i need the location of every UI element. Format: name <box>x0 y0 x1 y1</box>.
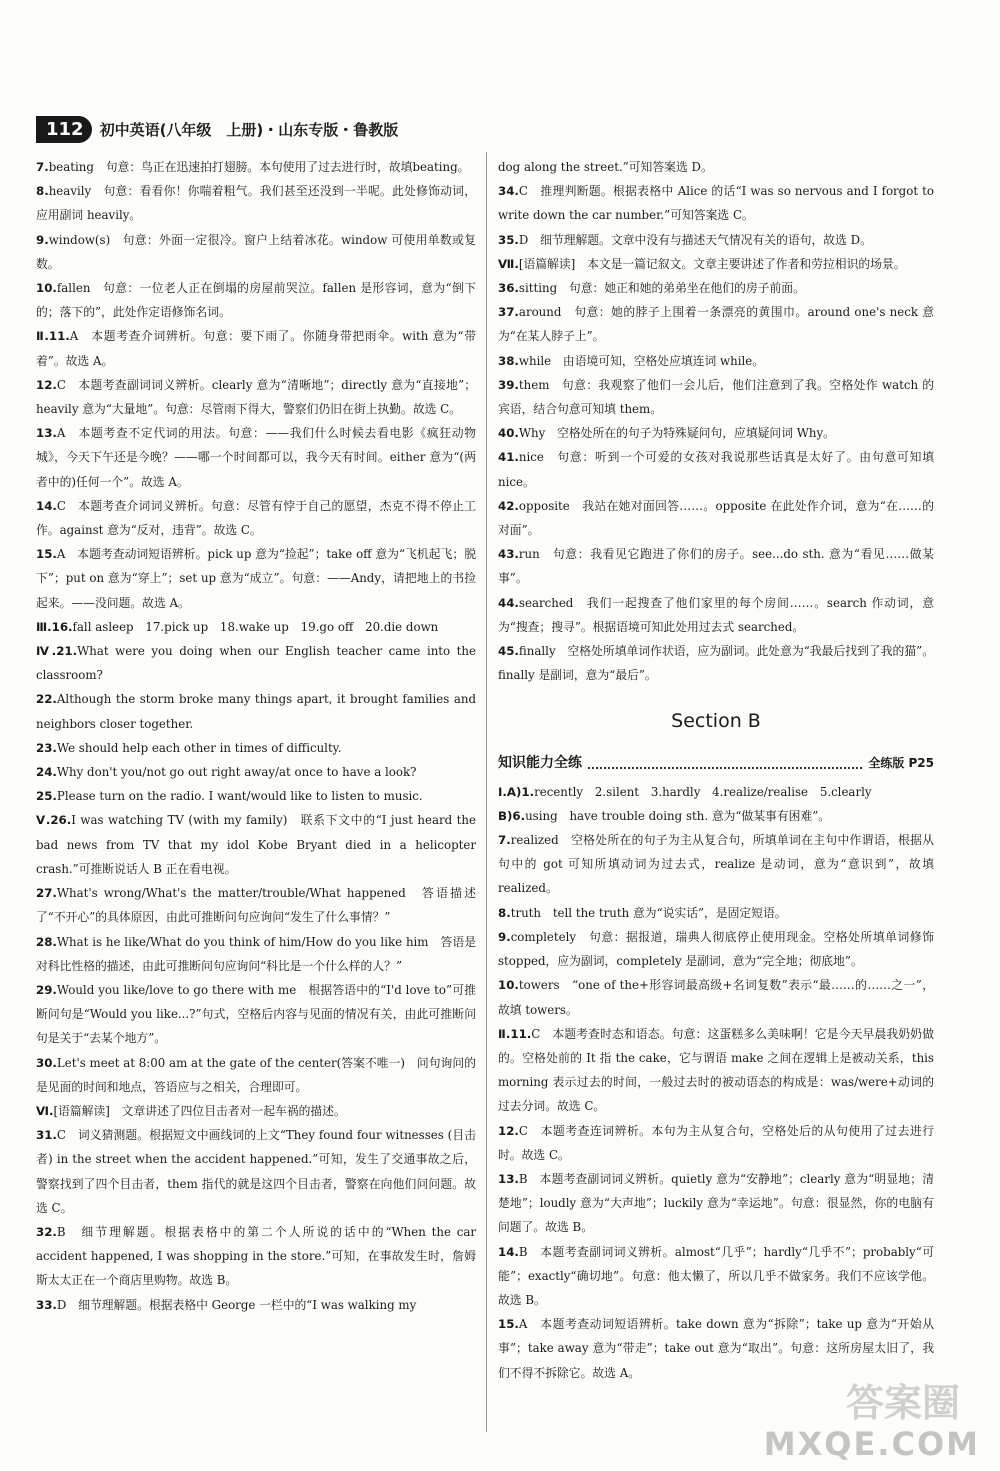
answer-text: searched 我们一起搜查了他们家里的每个房间……。search 作动词，意为“搜查；搜寻”。根据语境可知此处用过去式 searched。 <box>498 595 934 634</box>
answer-item <box>36 760 476 784</box>
answer-number: 30. <box>36 1055 57 1070</box>
answer-text: B 本题考查副词词义辨析。quietly 意为“安静地”；clearly 意为“明显地；清楚地”；loudly 意为“大声地”；luckily 意为“幸运地”。句意：很显然，你的电脑有问题了。故选 B。 <box>498 1171 934 1235</box>
answer-number: 23. <box>36 740 57 755</box>
answer-number: 44. <box>498 595 519 610</box>
answer-number: 12. <box>36 377 57 392</box>
answer-item <box>36 736 476 760</box>
answer-number: 25. <box>36 789 57 804</box>
answer-item <box>36 1099 476 1123</box>
answer-number: 22. <box>36 692 57 707</box>
answer-text: B 本题考查副词词义辨析。almost“几乎”；hardly“几乎不”；probably“可能”；exactly“确切地”。句意：他太懒了，所以几乎不做家务。我们不应该学他。故选 B。 <box>498 1244 934 1307</box>
answer-text: What is he like/What do you think of him/How do you like him 答语是对科比性格的描述，由此可推断问句应询问“科比是一个什么样的人？” <box>36 934 476 973</box>
answer-item <box>498 973 934 1021</box>
answer-number: 45. <box>498 644 519 659</box>
answer-item <box>498 1119 934 1167</box>
answer-item <box>36 155 476 179</box>
answer-text: Let's meet at 8:00 am at the gate of the center(答案不唯一) 问句询问的是见面的时间和地点，答语应与之相关，合理即可。 <box>36 1055 476 1094</box>
answer-item <box>36 1123 476 1220</box>
answer-item <box>36 228 476 276</box>
answer-number: 29. <box>36 982 57 997</box>
answer-text: What's wrong/What's the matter/trouble/What happened 答语描述了“不开心”的具体原因，由此可推断问句应询问“发生了什么事情？” <box>36 886 476 925</box>
answer-text: heavily 句意：看看你！你喘着粗气。我们甚至还没到一半呢。此处修饰动词，应用副词 heavily。 <box>36 184 476 223</box>
answer-item <box>498 901 934 925</box>
answer-text: C 本题考查时态和语态。句意：这蛋糕多么美味啊！它是今天早晨我奶奶做的。空格处前的 It 指 the cake，它与谓语 make 之间在逻辑上是被动关系，this morning 表示过去的时间，一般过去时的被动语态的构成是：was/were+动词的过去分词。故选 C。 <box>498 1026 935 1114</box>
answer-text: A 本题考查不定代词的用法。句意：——我们什么时候去看电影《疯狂动物城》，今天下午还是今晚？——哪一个时间都可以，我今天有时间。either 意为“(两者中的)任何一个”。故选 A。 <box>36 426 476 489</box>
column-divider <box>486 152 487 1432</box>
answer-number: 7. <box>498 833 511 848</box>
answer-text: Why 空格处所在的句子为特殊疑问句，应填疑问词 Why。 <box>518 426 835 441</box>
answer-number: 14. <box>498 1244 519 1259</box>
answer-item <box>498 445 934 493</box>
answer-item <box>36 179 476 227</box>
answer-item <box>36 542 476 615</box>
answer-number: 8. <box>498 905 511 920</box>
answer-item <box>498 421 934 445</box>
answer-number: Ⅶ. <box>498 256 519 271</box>
answer-number: B)6. <box>498 808 526 823</box>
answer-text: We should help each other in times of difficulty. <box>56 740 342 755</box>
answer-number: 8. <box>36 184 49 199</box>
answer-item <box>36 1220 476 1293</box>
answer-text: C 本题考查介词词义辨析。句意：尽管有悖于自己的愿望，杰克不得不停止工作。against 意为“反对，违背”。故选 C。 <box>36 498 476 538</box>
answer-text: around 句意：她的脖子上围着一条漂亮的黄围巾。around one's neck 意为“在某人脖子上”。 <box>498 305 934 344</box>
answer-item <box>36 1051 476 1099</box>
section-bar-ref: 全练版 P25 <box>868 756 934 771</box>
answer-text: Please turn on the radio. I want/would like to listen to music. <box>56 789 423 804</box>
answer-number: 36. <box>498 281 519 296</box>
dotted-leader <box>588 759 862 769</box>
answer-text: I was watching TV (with my family) 联系下文中的“I just heard the bad news from TV that my idol Kobe Bryant died in a helicopter crash.”可推断说话人 B 正在看电视。 <box>36 813 476 876</box>
answer-number: 28. <box>36 934 57 949</box>
answer-text: [语篇解读] 本文是一篇记叙文。文章主要讲述了作者和劳拉相识的场景。 <box>518 256 906 271</box>
answer-item <box>36 1293 476 1317</box>
answer-number: 34. <box>498 184 519 199</box>
answer-text: [语篇解读] 文章讲述了四位目击者对一起车祸的描述。 <box>53 1103 346 1118</box>
answer-number: 9. <box>36 232 49 247</box>
answer-text: A 本题考查动词短语辨析。pick up 意为“捡起”；take off 意为“飞机起飞；脱下”；put on 意为“穿上”；set up 意为“成立”。句意：——Andy，请把地上的书捡起来。——没问题。故选 A。 <box>36 547 476 610</box>
book-title: 初中英语(八年级 上册)・山东专版・鲁教版 <box>99 120 399 139</box>
answer-item <box>498 925 934 973</box>
answer-text: dog along the street.”可知答案选 D。 <box>498 160 713 174</box>
answer-number: 38. <box>498 353 519 368</box>
answer-item <box>498 276 934 300</box>
answer-number: Ⅱ.11. <box>36 329 70 344</box>
answer-text: truth tell the truth 意为“说实话”，是固定短语。 <box>510 905 787 920</box>
answer-text: realized 空格处所在的句子为主从复合句，所填单词在主句中作谓语，根据从句中的 got 可知所填动词为过去式，realize 是动词，意为“意识到”，故填 realized。 <box>498 833 934 896</box>
answer-text: towers “one of the+形容词最高级+名词复数”表示“最……的……之一”，故填 towers。 <box>498 978 934 1017</box>
answer-item <box>36 687 476 735</box>
answer-text: finally 空格处所填单词作状语，应为副词。此处意为“我最后找到了我的猫”。finally 是副词，意为“最后”。 <box>498 644 934 683</box>
watermark-site: MXQE.COM <box>763 1425 980 1463</box>
answer-item <box>498 1167 934 1240</box>
answer-number: 13. <box>498 1171 519 1186</box>
answer-item <box>498 828 934 901</box>
answer-text: window(s) 句意：外面一定很冷。窗户上结着冰花。window 可使用单数或复数。 <box>36 232 476 271</box>
answer-number: 32. <box>36 1224 57 1239</box>
page-header <box>36 112 398 146</box>
section-bar-label: 知识能力全练 <box>498 755 582 772</box>
answer-item <box>36 808 476 881</box>
answer-text: them 句意：我观察了他们一会儿后，他们注意到了我。空格处作 watch 的宾语，结合句意可知填 them。 <box>498 377 934 417</box>
answer-item <box>36 930 476 978</box>
answer-item <box>498 300 934 348</box>
answer-item <box>498 542 934 590</box>
answer-text: A 本题考查介词辨析。句意：要下雨了。你随身带把雨伞。with 意为“带着”。故选 A。 <box>36 329 477 368</box>
answer-number: 43. <box>498 547 519 562</box>
answer-item <box>498 591 934 639</box>
answer-text: Why don't you/not go out right away/at once to have a look? <box>56 765 417 780</box>
answer-number: 35. <box>498 232 519 247</box>
answer-number: 10. <box>36 281 57 296</box>
answer-item <box>498 639 934 687</box>
answer-number: 7. <box>36 160 49 174</box>
answer-item <box>498 155 934 179</box>
left-column <box>36 155 476 1317</box>
answer-item <box>36 494 476 542</box>
answer-number: 41. <box>498 450 519 465</box>
answer-text: fallen 句意：一位老人正在倒塌的房屋前哭泣。fallen 是形容词，意为“倒下的；落下的”，此处作定语修饰名词。 <box>36 281 476 320</box>
answer-text: D 细节理解题。文章中没有与描述天气情况有关的语句，故选 D。 <box>518 232 872 247</box>
answer-item <box>36 615 476 639</box>
answer-number: 37. <box>498 305 519 320</box>
answer-text: Would you like/love to go there with me 根据答语中的“I'd love to”可推断问句是“Would you like...?”句式，空格后内容与见面的情况有关，由此可推断问句是关于“去某个地方”。 <box>36 982 476 1046</box>
answer-item <box>498 252 934 276</box>
answer-number: Ⅱ.11. <box>498 1026 532 1041</box>
answer-number: 10. <box>498 978 519 993</box>
answer-text: Although the storm broke many things apart, it brought families and neighbors closer together. <box>36 692 476 731</box>
answer-item <box>36 784 476 808</box>
answer-number: 12. <box>498 1123 519 1138</box>
answer-item <box>36 373 476 421</box>
answer-item <box>498 228 934 252</box>
answer-text: run 句意：我看见它跑进了你们的房子。see...do sth. 意为“看见……做某事”。 <box>498 547 934 586</box>
answer-item <box>498 349 934 373</box>
answer-item <box>498 804 934 828</box>
answer-number: 14. <box>36 498 57 513</box>
answer-number: 31. <box>36 1128 57 1143</box>
answer-item <box>36 639 476 687</box>
answer-number: 24. <box>36 765 57 780</box>
answer-number: 15. <box>36 547 57 562</box>
answer-text: C 本题考查连词辨析。本句为主从复合句，空格处后的从句使用了过去进行时。故选 C。 <box>498 1123 934 1162</box>
answer-item <box>498 373 934 421</box>
answer-text: sitting 句意：她正和她的弟弟坐在他们的房子前面。 <box>518 281 805 296</box>
answer-number: 40. <box>498 426 519 441</box>
answer-item <box>36 324 476 372</box>
answer-text: opposite 我站在她对面回答……。opposite 在此处作介词，意为“在……的对面”。 <box>498 498 934 538</box>
answer-item <box>498 780 934 804</box>
answer-number: Ⅴ.26. <box>36 813 72 828</box>
page-number: 112 <box>36 116 92 143</box>
answer-number: Ⅵ. <box>36 1103 54 1118</box>
answer-item <box>36 421 476 494</box>
answer-number: 9. <box>498 929 511 944</box>
answer-text: C 本题考查副词词义辨析。clearly 意为“清晰地”；directly 意为“直接地”；heavily 意为“大量地”。句意：尽管雨下得大，警察们仍旧在街上执勤。故选 C。 <box>36 377 476 417</box>
answer-item <box>36 978 476 1051</box>
answer-item <box>498 1240 934 1313</box>
answer-text: C 推理判断题。根据表格中 Alice 的话“I was so nervous and I forgot to write down the car number.”可知答案选 C。 <box>498 184 934 223</box>
answer-item <box>498 494 934 542</box>
right-column <box>498 155 934 1385</box>
answer-item <box>36 881 476 929</box>
answer-text: completely 句意：据报道，瑞典人彻底停止使用现金。空格处所填单词修饰 stopped，应为副词，completely 是副词，意为“完全地；彻底地”。 <box>498 929 934 969</box>
answer-number: Ⅲ.16. <box>36 619 73 634</box>
answer-number: Ⅰ.A)1. <box>498 784 535 799</box>
section-b-title: Section B <box>671 710 761 733</box>
answer-text: B 细节理解题。根据表格中的第二个人所说的话中的“When the car accident happened, I was shopping in the store.”可知，在事故发生时，詹姆斯太太正在一个商店里购物。故选 B。 <box>36 1224 476 1288</box>
answer-text: What were you doing when our English teacher came into the classroom? <box>36 644 476 683</box>
answer-text: D 细节理解题。根据表格中 George 一栏中的“I was walking my <box>56 1297 417 1312</box>
answer-item <box>36 276 476 324</box>
watermark-logo: 答案圈 <box>845 1381 960 1425</box>
answer-text: nice 句意：听到一个可爱的女孩对我说那些话真是太好了。由句意可知填 nice。 <box>498 450 934 489</box>
answer-number: 42. <box>498 498 519 513</box>
answer-text: A 本题考查动词短语辨析。take down 意为“拆除”；take up 意为“开始从事”；take away 意为“带走”；take out 意为“取出”。句意：这所房屋太旧了，我们不得不拆除它。故选 A。 <box>498 1317 934 1380</box>
answer-number: 13. <box>36 426 57 441</box>
section-bar <box>498 751 934 775</box>
answer-text: while 由语境可知，空格处应填连词 while。 <box>518 353 765 368</box>
answer-number: 39. <box>498 377 519 392</box>
answer-item <box>498 1022 934 1119</box>
answer-text: fall asleep 17.pick up 18.wake up 19.go off 20.die down <box>72 619 439 634</box>
answer-text: C 词义猜测题。根据短文中画线词的上文“They found four witnesses (目击者) in the street when the accident happened.”可知，发生了交通事故之后，警察找到了四个目击者，them 指代的就是这四个目击者，警察在向他们问问题。故选 C。 <box>36 1128 476 1215</box>
answer-number: 27. <box>36 886 57 901</box>
answer-number: Ⅳ.21. <box>36 644 78 659</box>
answer-text: recently 2.silent 3.hardly 4.realize/realise 5.clearly <box>534 784 872 799</box>
answer-text: using have trouble doing sth. 意为“做某事有困难”。 <box>525 808 831 823</box>
answer-number: 33. <box>36 1297 57 1312</box>
answer-item <box>498 179 934 227</box>
answer-text: beating 句意：鸟正在迅速拍打翅膀。本句使用了过去进行时，故填beating。 <box>48 160 470 174</box>
answer-number: 15. <box>498 1317 519 1332</box>
